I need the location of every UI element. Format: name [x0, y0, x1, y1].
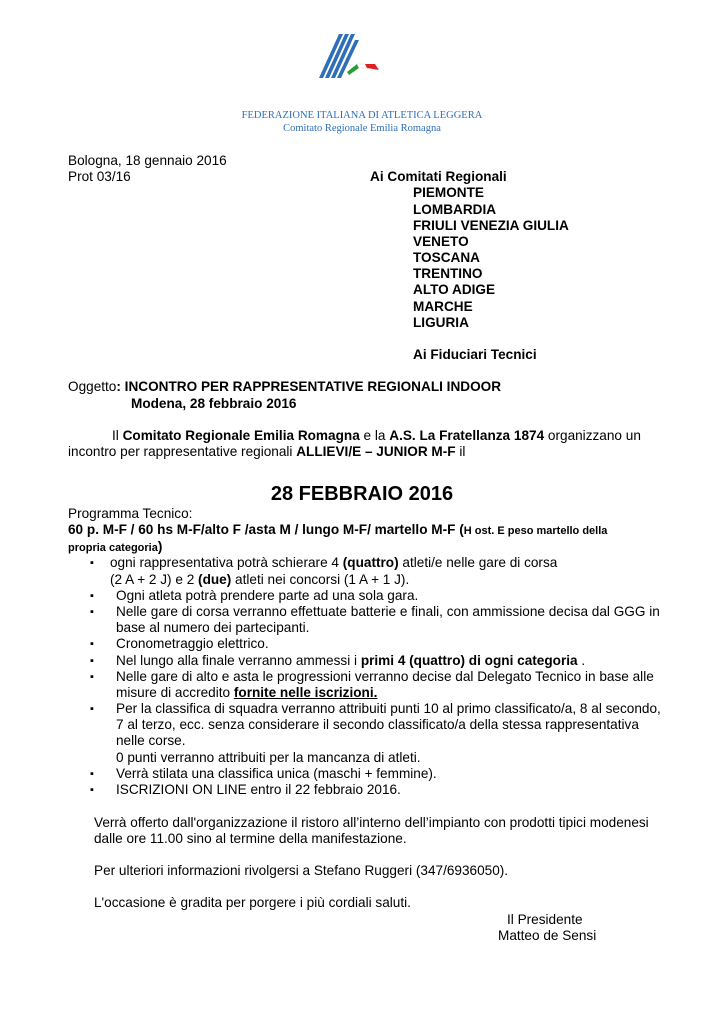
protocol-number: Prot 03/16	[68, 169, 131, 184]
recipient-region: MARCHE	[413, 299, 473, 314]
technical-recipients: Ai Fiduciari Tecnici	[413, 347, 537, 362]
rule-item: ISCRIZIONI ON LINE entro il 22 febbraio 2016.	[116, 782, 401, 797]
recipient-region: FRIULI VENEZIA GIULIA	[413, 218, 569, 233]
recipient-region: ALTO ADIGE	[413, 282, 496, 297]
bullet-icon: ▪	[90, 671, 94, 683]
committee-name: Comitato Regionale Emilia Romagna	[283, 123, 441, 134]
subject-location: Modena, 28 febbraio 2016	[131, 396, 297, 411]
ristoro-line-2: dalle ore 11.00 sino al termine della manifestazione.	[94, 831, 407, 846]
rule-item: Nel lungo alla finale verranno ammessi i primi 4 (quattro) di ogni categoria .	[116, 653, 586, 668]
info-contact: Per ulteriori informazioni rivolgersi a Stefano Ruggeri (347/6936050).	[94, 863, 509, 878]
bullet-icon: ▪	[90, 784, 94, 796]
rule-item: Per la classifica di squadra verranno attribuiti punti 10 al primo classificato/a, 8 al secondo,	[116, 701, 661, 716]
bullet-icon: ▪	[90, 638, 94, 650]
rule-item-cont: (2 A + 2 J) e 2 (due) atleti nei concorsi (1 A + 1 J).	[110, 572, 410, 587]
rule-item: Nelle gare di corsa verranno effettuate batterie e finali, con ammissione decisa dal GGG in	[116, 604, 660, 619]
subject-line: Oggetto: INCONTRO PER RAPPRESENTATIVE REGIONALI INDOOR	[68, 379, 502, 394]
bullet-icon: ▪	[90, 655, 94, 667]
program-events: 60 p. M-F / 60 hs M-F/alto F /asta M / lungo M-F/ martello M-F (H ost. E peso martello della	[68, 522, 608, 537]
rule-item: Ogni atleta potrà prendere parte ad una sola gara.	[116, 588, 419, 603]
recipient-region: TRENTINO	[413, 266, 483, 281]
fidal-logo-icon	[313, 28, 385, 84]
event-date-heading: 28 FEBBRAIO 2016	[270, 483, 454, 505]
recipients-heading: Ai Comitati Regionali	[370, 169, 507, 184]
bullet-icon: ▪	[90, 557, 94, 569]
bullet-icon: ▪	[90, 768, 94, 780]
date-line: Bologna, 18 gennaio 2016	[68, 153, 227, 168]
rule-item: Cronometraggio elettrico.	[116, 636, 269, 651]
rule-item-cont: base al numero dei partecipanti.	[116, 620, 310, 635]
intro-line-2: incontro per rappresentative regionali ALLIEVI/E – JUNIOR M-F il	[68, 444, 466, 459]
rule-item-cont: 7 al terzo, ecc. senza considerare il secondo classificato/a della stessa rappresentativa	[116, 717, 639, 732]
program-note: propria categoria)	[68, 539, 163, 554]
intro-line-1: Il Comitato Regionale Emilia Romagna e la A.S. La Fratellanza 1874 organizzano un	[112, 428, 641, 443]
bullet-icon: ▪	[90, 590, 94, 602]
recipient-region: PIEMONTE	[413, 185, 484, 200]
bullet-icon: ▪	[90, 703, 94, 715]
ristoro-line-1: Verrà offerto dall'organizzazione il ristoro all’interno dell’impianto con prodotti tipici modenesi	[94, 815, 649, 830]
rule-item-cont: 0 punti verranno attribuiti per la mancanza di atleti.	[116, 750, 421, 765]
greeting: L'occasione è gradita per porgere i più cordiali saluti.	[94, 895, 411, 910]
rule-item-cont: nelle corse.	[116, 733, 186, 748]
recipient-region: LIGURIA	[413, 315, 469, 330]
rule-item-cont: misure di accredito fornite nelle iscrizioni.	[116, 685, 378, 700]
signature-role: Il Presidente	[507, 912, 583, 927]
recipient-region: VENETO	[413, 234, 469, 249]
federation-name: FEDERAZIONE ITALIANA DI ATLETICA LEGGERA	[241, 110, 483, 121]
recipient-region: LOMBARDIA	[413, 202, 497, 217]
rule-item: Verrà stilata una classifica unica (maschi + femmine).	[116, 766, 437, 781]
rule-item: ogni rappresentativa potrà schierare 4 (quattro) atleti/e nelle gare di corsa	[110, 555, 558, 570]
rule-item: Nelle gare di alto e asta le progressioni verranno decise dal Delegato Tecnico in base alle	[116, 669, 654, 684]
signature-name: Matteo de Sensi	[498, 928, 597, 943]
program-label: Programma Tecnico:	[68, 506, 193, 521]
bullet-icon: ▪	[90, 606, 94, 618]
recipient-region: TOSCANA	[413, 250, 480, 265]
